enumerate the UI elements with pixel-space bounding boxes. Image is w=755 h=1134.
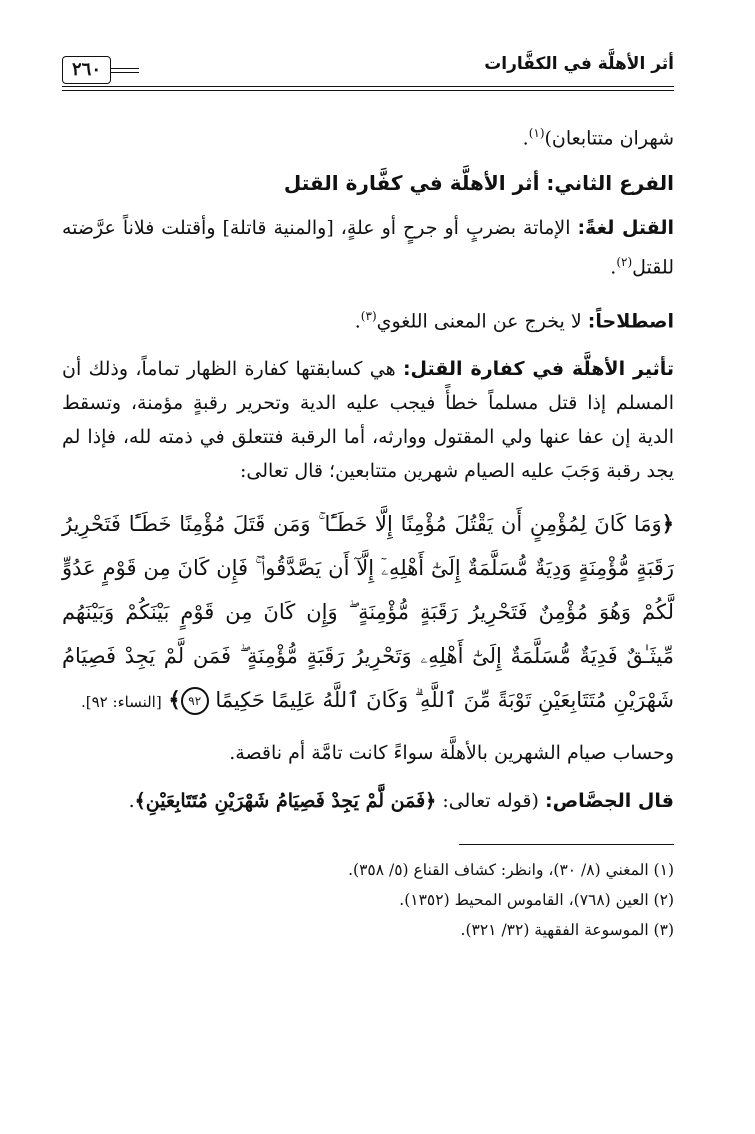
quran-quote: ﴿فَمَن لَّمْ يَجِدْ فَصِيَامُ شَهْرَيْنِ مُتَتَابِعَيْنِ﴾ [134,789,437,812]
quran-text: وَمَا كَانَ لِمُؤْمِنٍ أَن يَقْتُلَ مُؤْمِنًا إِلَّا خَطَـًٔا ۚ وَمَن قَتَلَ مُؤْمِنًا خَطَـًٔا فَتَحْرِيرُ رَقَبَةٍ مُّؤْمِنَةٍ وَدِيَةٌ مُّسَلَّمَةٌ إِلَىٰٓ أَهْلِهِۦٓ إِلَّآ أَن يَصَّدَّقُوا۟ ۚ فَإِن كَانَ مِن قَوْمٍ عَدُوٍّ لَّكُمْ وَهُوَ مُؤْمِنٌ فَتَحْرِيرُ رَقَبَةٍ مُّؤْمِنَةٍ ۖ وَإِن كَانَ مِن قَوْمٍ بَيْنَكُمْ وَبَيْنَهُم مِّيثَـٰقٌ فَدِيَةٌ مُّسَلَّمَةٌ إِلَىٰٓ أَهْلِهِۦ وَتَحْرِيرُ رَقَبَةٍ مُّؤْمِنَةٍ ۖ فَمَن لَّمْ يَجِدْ فَصِيَامُ شَهْرَيْنِ مُتَتَابِعَيْنِ تَوْبَةً مِّنَ ٱللَّهِ ۗ وَكَانَ ٱللَّهُ عَلِيمًا حَكِيمًا [62,511,674,712]
page-number-box [62,56,145,84]
page-number-ornament [111,68,139,73]
term-label: القتل لغةً: [577,217,674,240]
footnote-ref: (٢) [616,255,633,270]
header-rule-thin [62,90,674,91]
page-header [62,48,674,100]
paragraph-jassas: قال الجصَّاص: (قوله تعالى: ﴿فَمَن لَّمْ يَجِدْ فَصِيَامُ شَهْرَيْنِ مُتَتَابِعَيْنِ﴾. [128,789,674,812]
section-heading: الفرع الثاني: أثر الأهلَّة في كفَّارة القتل [283,171,674,196]
footnote-separator [459,844,674,845]
footnote-ref: (٣) [360,308,377,323]
paragraph-continuation: شهران متتابعان)$^{(١)}$. [522,126,674,150]
footnote-item: (١) المغني (٨/ ٣٠)، وانظر: كشاف القناع (٥/ ٣٥٨). [348,860,674,879]
quran-verse: ﴿وَمَا كَانَ لِمُؤْمِنٍ أَن يَقْتُلَ مُؤْمِنًا إِلَّا خَطَـًٔا ۚ وَمَن قَتَلَ مُؤْمِنًا خَطَـًٔا فَتَحْرِيرُ رَقَبَةٍ مُّؤْمِنَةٍ وَدِيَةٌ مُّسَلَّمَةٌ إِلَىٰٓ أَهْلِهِۦٓ إِلَّآ أَن يَصَّدَّقُوا۟ ۚ فَإِن كَانَ مِن قَوْمٍ عَدُوٍّ لَّكُمْ وَهُوَ مُؤْمِنٌ فَتَحْرِيرُ رَقَبَةٍ مُّؤْمِنَةٍ ۖ وَإِن كَانَ مِن قَوْمٍ بَيْنَكُمْ وَبَيْنَهُم مِّيثَـٰقٌ فَدِيَةٌ مُّسَلَّمَةٌ إِلَىٰٓ أَهْلِهِۦ وَتَحْرِيرُ رَقَبَةٍ مُّؤْمِنَةٍ ۖ فَمَن لَّمْ يَجِدْ فَصِيَامُ شَهْرَيْنِ مُتَتَابِعَيْنِ تَوْبَةً مِّنَ ٱللَّهِ ۗ وَكَانَ ٱللَّهُ عَلِيمًا حَكِيمًا ٩٢﴾ [النساء: ٩٢]. [62,502,674,724]
footnote-item: (٣) الموسوعة الفقهية (٣٢/ ٣٢١). [460,920,674,939]
term-label: تأثير الأهلَّة في كفارة القتل: [402,357,674,380]
footnote-ref: (١) [528,126,545,140]
verse-reference: [النساء: ٩٢]. [81,692,162,711]
paragraph-effect: تأثير الأهلَّة في كفارة القتل: هي كسابقتها كفارة الظهار تماماً، وذلك أن المسلم إذا قتل مسلماً خطأً فيجب عليه الدية وتحرير رقبةٍ مؤمنة، وتسقط الدية إن عفا عنها ولي المقتول ووارثه، أما الرقبة فتتعلق في ذمته لله، فإذا لم يجد رقبة وَجَبَ عليه الصيام شهرين متتابعين؛ قال تعالى: [62,357,674,482]
term-label: اصطلاحاً: [587,309,674,332]
term-label: قال الجصَّاص: [544,789,674,812]
footnote-item: (٢) العين (٧٦٨)، القاموس المحيط (١٣٥٢). [399,890,674,909]
page-number: ٢٦٠ [62,56,111,84]
paragraph-technical: اصطلاحاً: لا يخرج عن المعنى اللغوي$^{(٣)}$. [354,308,674,332]
paragraph-linguistic: القتل لغةً: الإماتة بضربٍ أو جرحٍ أو علةٍ، [والمنية قاتلة] وأقتلت فلاناً عرَّضته للقتل$^{(٢)}$. [62,217,674,279]
paragraph-calculation: وحساب صيام الشهرين بالأهلَّة سواءً كانت تامَّة أم ناقصة. [229,741,674,764]
page [62,48,674,945]
header-rule [62,86,674,87]
running-title: أثر الأهلَّة في الكفَّارات [484,54,674,74]
ayah-number-mark: ٩٢ [181,687,209,715]
